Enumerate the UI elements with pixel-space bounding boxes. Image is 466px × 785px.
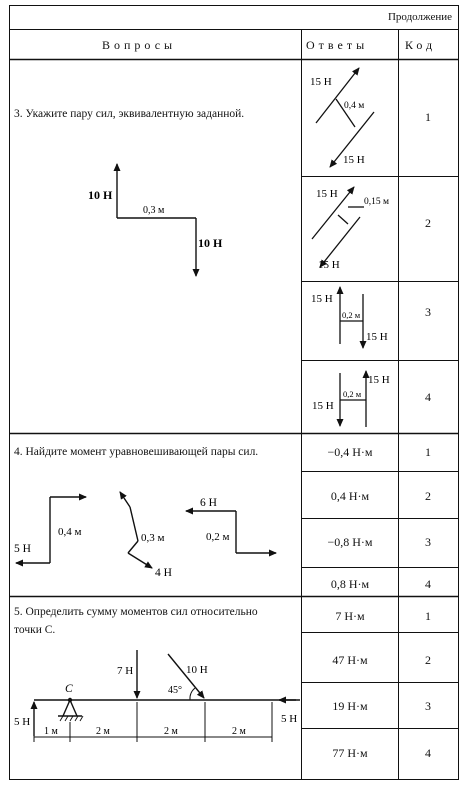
question-5-text-line2: точки C.: [14, 624, 56, 636]
q4-code-2: 2: [425, 489, 431, 503]
q5-force-inclined: 10 H: [186, 664, 208, 676]
q3-a4-force-a: 15 H: [312, 400, 334, 412]
header-questions: Вопросы: [102, 38, 177, 52]
q3-given-distance: 0,3 м: [143, 205, 165, 216]
q5-seg-2: 2 м: [96, 726, 110, 737]
q3-given-force-1: 10 H: [88, 188, 113, 202]
q3-answer-2-figure[interactable]: [302, 177, 399, 281]
q3-a2-distance: 0,15 м: [364, 197, 390, 207]
question-5-text-line1: 5. Определить сумму моментов сил относительно: [14, 606, 258, 618]
continuation-label: Продолжение: [387, 11, 452, 23]
q3-a2-force-a: 15 H: [316, 188, 338, 200]
q4-c1-distance: 0,4 м: [58, 526, 82, 538]
q5-force-left: 5 H: [14, 716, 31, 728]
q3-a1-force-b: 15 H: [343, 154, 365, 166]
q3-a4-distance: 0,2 м: [343, 389, 362, 399]
q5-code-4: 4: [425, 746, 431, 760]
q4-answer-2[interactable]: 0,4 Н·м: [330, 489, 370, 503]
q4-c3-force: 6 H: [200, 497, 217, 509]
q5-seg-1: 1 м: [44, 726, 58, 737]
q3-code-1: 1: [425, 110, 431, 124]
q5-angle: 45°: [168, 685, 182, 696]
question-4-text: 4. Найдите момент уравновешивающей пары сил.: [14, 446, 259, 458]
q5-point-c: C: [65, 683, 73, 695]
q4-code-1: 1: [425, 445, 431, 459]
q5-code-2: 2: [425, 653, 431, 667]
q4-c2-force: 4 H: [155, 567, 172, 579]
q4-answer-1[interactable]: −0,4 Н·м: [327, 445, 373, 459]
q3-answer-3-figure[interactable]: [302, 282, 399, 361]
q3-code-2: 2: [425, 216, 431, 230]
header-answers: Ответы: [306, 38, 369, 52]
q3-a4-force-b: 15 H: [368, 374, 390, 386]
q3-code-3: 3: [425, 305, 431, 319]
q4-c1-force: 5 H: [14, 543, 31, 555]
q5-answer-1[interactable]: 7 Н·м: [335, 609, 365, 623]
q3-a1-distance: 0,4 м: [344, 101, 365, 111]
q5-force-vertical: 7 H: [117, 665, 134, 677]
q3-a1-force-a: 15 H: [310, 76, 332, 88]
q4-answer-4[interactable]: 0,8 Н·м: [330, 577, 370, 591]
q3-a3-force-b: 15 H: [366, 331, 388, 343]
question-3-text: 3. Укажите пару сил, эквивалентную заданной.: [14, 108, 245, 120]
q5-code-3: 3: [425, 699, 431, 713]
q3-a2-force-b: 15 H: [318, 259, 340, 271]
q5-answer-4[interactable]: 77 Н·м: [332, 746, 368, 760]
q3-a3-distance: 0,2 м: [342, 310, 361, 320]
q5-seg-4: 2 м: [232, 726, 246, 737]
q5-answer-2[interactable]: 47 Н·м: [332, 653, 368, 667]
q4-c2-distance: 0,3 м: [141, 532, 165, 544]
header-code: Код: [405, 38, 437, 52]
q3-a3-force-a: 15 H: [311, 293, 333, 305]
q5-code-1: 1: [425, 609, 431, 623]
q3-answer-1-figure[interactable]: [302, 60, 399, 177]
q3-code-4: 4: [425, 390, 431, 404]
q5-force-right: 5 H: [281, 713, 298, 725]
q5-seg-3: 2 м: [164, 726, 178, 737]
q4-code-4: 4: [425, 577, 431, 591]
q3-given-force-2: 10 H: [198, 236, 223, 250]
q5-answer-3[interactable]: 19 Н·м: [332, 699, 368, 713]
q4-c3-distance: 0,2 м: [206, 531, 230, 543]
q4-code-3: 3: [425, 535, 431, 549]
q3-answer-4-figure[interactable]: [302, 361, 399, 433]
q4-answer-3[interactable]: −0,8 Н·м: [327, 535, 373, 549]
